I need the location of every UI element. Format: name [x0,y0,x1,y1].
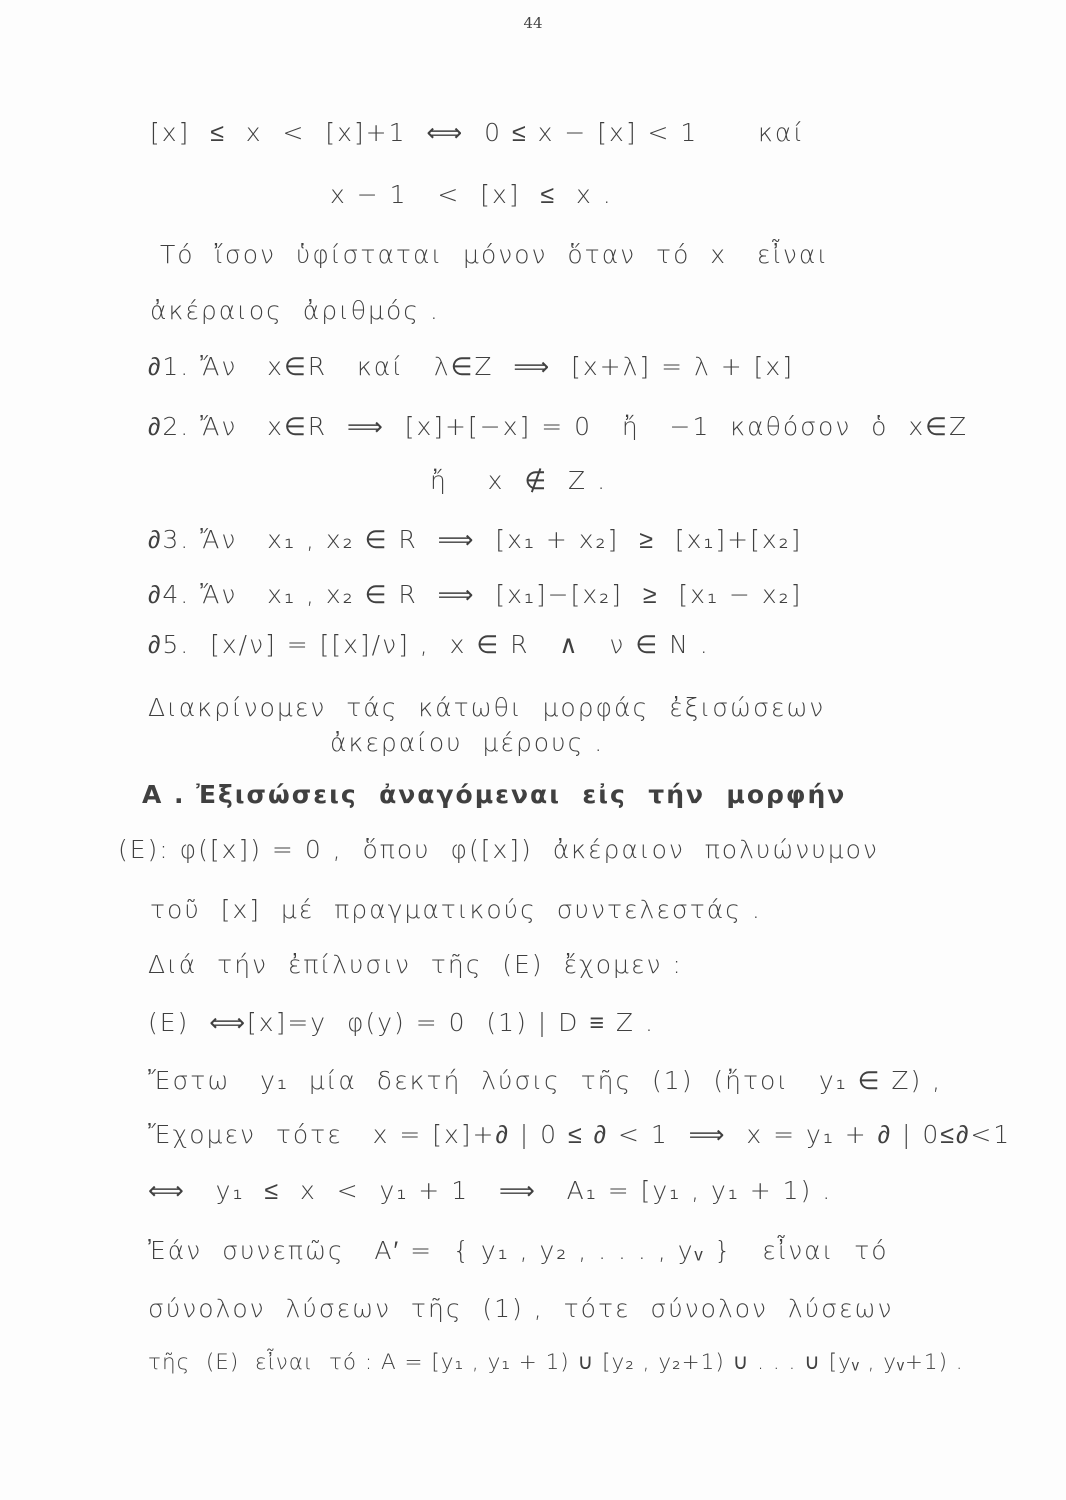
line-property-3: ∂3. Ἄν x₁ , x₂ ∈ R ⟹ [x₁ + x₂] ≥ [x₁]+[x₂] [148,525,803,554]
line-let-y1: Ἔστω y₁ μία δεκτή λύσις τῆς (1) (ἤτοι y₁ ∈ Z) , [148,1066,943,1095]
line-section-a: A . Ἐξισώσεις ἀναγόμεναι εἰς τήν μορφήν [142,780,847,809]
line-solution-set-cont: σύνολον λύσεων τῆς (1) , τότε σύνολον λύσεων [148,1294,894,1323]
line-floor-bound: x − 1 < [x] ≤ x . [330,180,613,209]
line-real-coefficients: τοῦ [x] μέ πραγματικούς συντελεστάς . [150,895,762,924]
line-property-2-cont: ἤ x ∉ Z . [430,466,608,495]
line-forms-heading: Διακρίνομεν τάς κάτωθι μορφάς ἐξισώσεων [148,693,826,722]
line-solution-intro: Διά τήν ἐπίλυσιν τῆς (E) ἔχομεν : [148,950,683,979]
line-property-4: ∂4. Ἄν x₁ , x₂ ∈ R ⟹ [x₁]−[x₂] ≥ [x₁ − x₂] [148,580,803,609]
line-interval-a1: ⟺ y₁ ≤ x < y₁ + 1 ⟹ A₁ = [y₁ , y₁ + 1) . [148,1176,833,1205]
line-we-have: Ἔχομεν τότε x = [x]+∂ | 0 ≤ ∂ < 1 ⟹ x = y₁ + ∂ | 0≤∂<1 [148,1120,1012,1149]
line-property-2: ∂2. Ἄν x∈R ⟹ [x]+[−x] = 0 ἤ −1 καθόσον ὁ x∈Z [148,412,969,441]
line-floor-inequality: [x] ≤ x < [x]+1 ⟺ 0 ≤ x − [x] < 1 καί [150,118,806,147]
page-number: 44 [523,14,543,32]
line-substitution: (E) ⟺[x]=y φ(y) = 0 (1) | D ≡ Z . [148,1008,655,1037]
line-integer-number: ἀκέραιος ἀριθμός . [150,296,440,325]
line-property-1: ∂1. Ἄν x∈R καί λ∈Z ⟹ [x+λ] = λ + [x] [148,352,794,381]
line-equality-note: Τό ἴσον ὑφίσταται μόνον ὅταν τό x εἶναι [160,240,830,269]
line-property-5: ∂5. [x/ν] = [[x]/ν] , x ∈ R ∧ ν ∈ N . [148,630,710,659]
line-forms-heading-cont: ἀκεραίου μέρους . [330,728,605,757]
line-solution-set: Ἐάν συνεπῶς A′ = { y₁ , y₂ , . . . , yᵥ } εἶναι τό [148,1236,889,1265]
line-union-result: τῆς (E) εἶναι τό : A = [y₁ , y₁ + 1) ∪ [y₂ , y₂+1) ∪ . . . ∪ [yᵥ , yᵥ+1) . [148,1350,964,1375]
line-equation-e: (E): φ([x]) = 0 , ὅπου φ([x]) ἀκέραιον πολυώνυμον [118,835,879,864]
